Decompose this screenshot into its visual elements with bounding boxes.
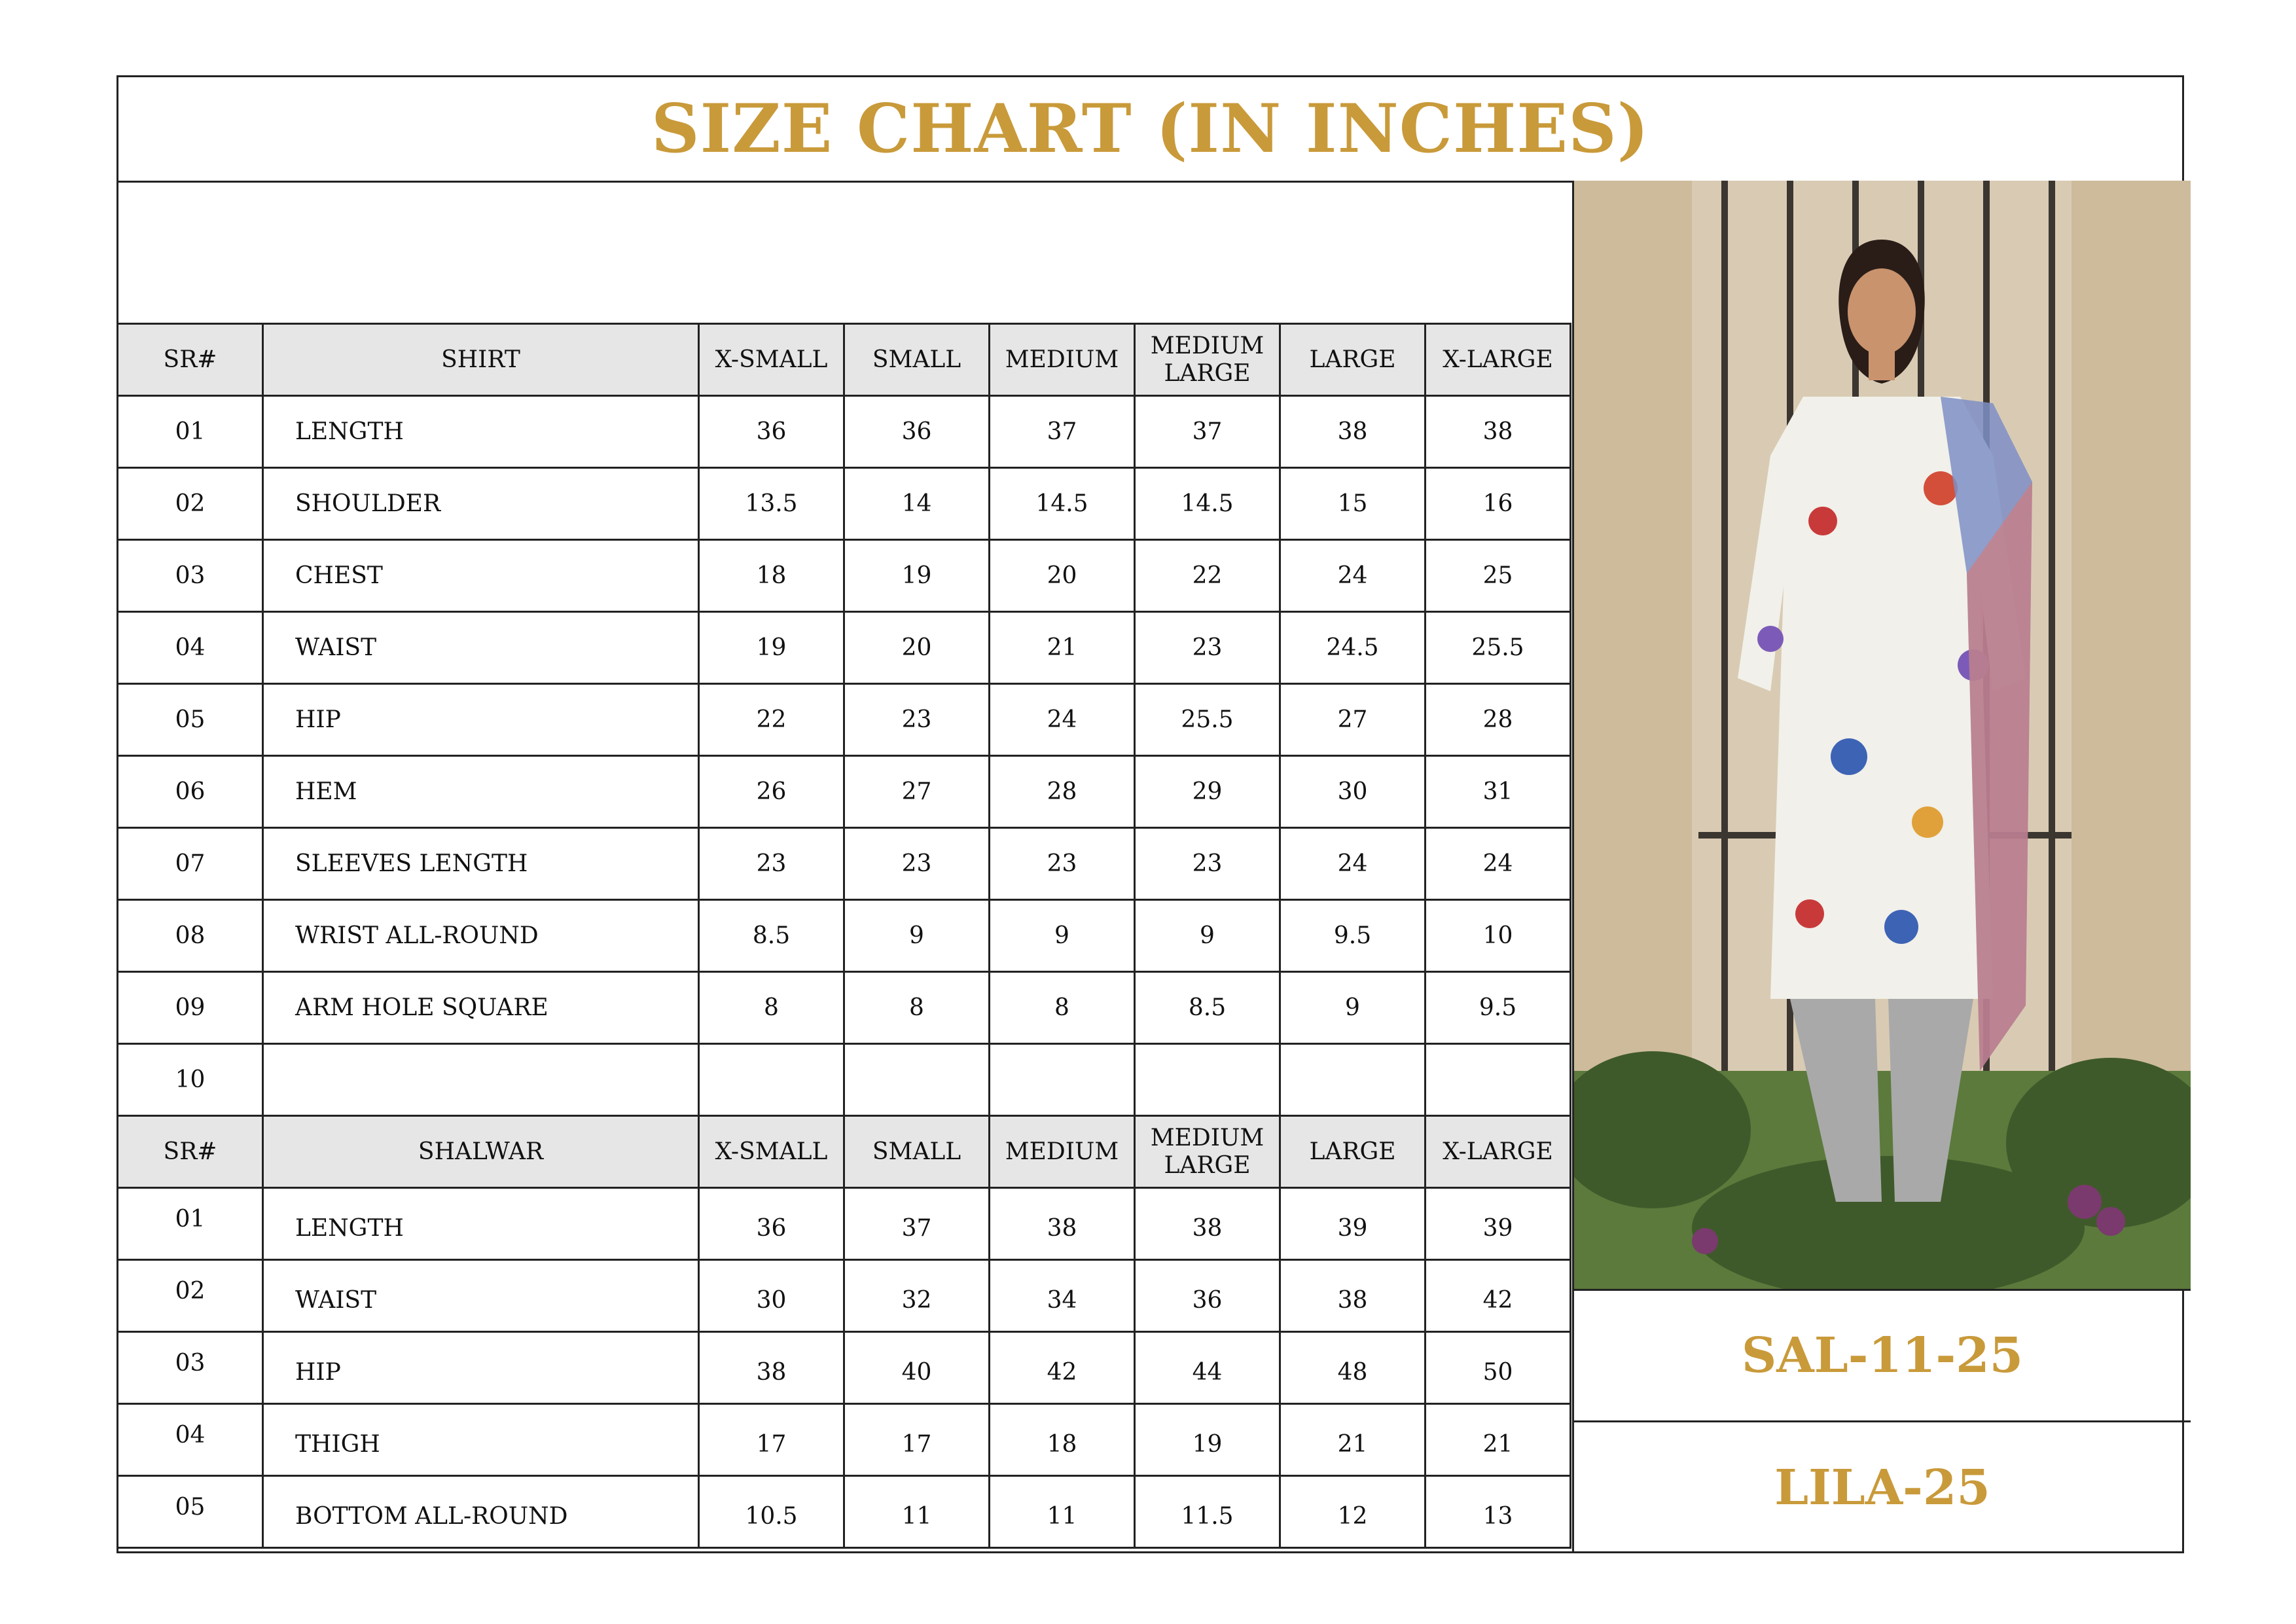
measurement-name: LENGTH <box>263 396 699 468</box>
size-value: 38 <box>1426 396 1571 468</box>
shalwar-row <box>118 1188 1571 1260</box>
collection-name: LILA-25 <box>1572 1422 2191 1553</box>
size-value: 30 <box>1280 756 1426 828</box>
size-value: 8 <box>699 972 844 1044</box>
size-value: 13.5 <box>699 468 844 540</box>
size-value: 14.5 <box>990 468 1135 540</box>
shirt-row <box>118 900 1571 972</box>
shirt-header-cell: MEDIUM LARGE <box>1135 324 1280 396</box>
size-value: 30 <box>699 1260 844 1332</box>
size-value: 50 <box>1426 1332 1571 1404</box>
size-value: 11.5 <box>1135 1476 1280 1548</box>
shirt-row <box>118 468 1571 540</box>
shalwar-header-row <box>118 1116 1571 1188</box>
size-value: 48 <box>1280 1332 1426 1404</box>
size-value: 9 <box>990 900 1135 972</box>
shirt-header-cell: X-SMALL <box>699 324 844 396</box>
size-value: 25.5 <box>1426 612 1571 684</box>
size-value: 20 <box>844 612 990 684</box>
size-table <box>117 323 1571 1549</box>
size-value: 15 <box>1280 468 1426 540</box>
size-value: 36 <box>699 396 844 468</box>
size-value: 38 <box>1280 396 1426 468</box>
measurement-name: WAIST <box>263 1260 699 1332</box>
shirt-header-row <box>118 324 1571 396</box>
shalwar-header-cell: MEDIUM LARGE <box>1135 1116 1280 1188</box>
measurement-name: WRIST ALL-ROUND <box>263 900 699 972</box>
shalwar-row <box>118 1332 1571 1404</box>
size-value: 22 <box>1135 540 1280 612</box>
size-value: 36 <box>844 396 990 468</box>
size-value: 24 <box>990 684 1135 756</box>
row-number: 05 <box>118 684 263 756</box>
shirt-row <box>118 828 1571 900</box>
measurement-name: THIGH <box>263 1404 699 1476</box>
row-number: 03 <box>118 540 263 612</box>
size-value: 12 <box>1280 1476 1426 1548</box>
size-value: 34 <box>990 1260 1135 1332</box>
size-value: 37 <box>1135 396 1280 468</box>
size-value: 44 <box>1135 1332 1280 1404</box>
shirt-row <box>118 684 1571 756</box>
shirt-row <box>118 612 1571 684</box>
size-value: 8 <box>990 972 1135 1044</box>
shalwar-header-cell: SHALWAR <box>263 1116 699 1188</box>
shirt-row <box>118 396 1571 468</box>
size-value: 18 <box>699 540 844 612</box>
size-value: 25 <box>1426 540 1571 612</box>
size-value: 42 <box>1426 1260 1571 1332</box>
size-value: 18 <box>990 1404 1135 1476</box>
size-value: 24.5 <box>1280 612 1426 684</box>
size-value: 38 <box>990 1188 1135 1260</box>
size-value: 14.5 <box>1135 468 1280 540</box>
row-number: 10 <box>118 1044 263 1116</box>
measurement-name: SLEEVES LENGTH <box>263 828 699 900</box>
page-title: SIZE CHART (IN INCHES) <box>118 77 2182 183</box>
row-number: 09 <box>118 972 263 1044</box>
size-value: 21 <box>1280 1404 1426 1476</box>
size-value: 10.5 <box>699 1476 844 1548</box>
row-number: 03 <box>118 1332 263 1404</box>
size-value <box>1280 1044 1426 1116</box>
product-code: SAL-11-25 <box>1572 1289 2191 1422</box>
shirt-row <box>118 972 1571 1044</box>
measurement-name: HIP <box>263 1332 699 1404</box>
size-value <box>1135 1044 1280 1116</box>
shirt-header-cell: X-LARGE <box>1426 324 1571 396</box>
size-value: 14 <box>844 468 990 540</box>
shirt-header-cell: SR# <box>118 324 263 396</box>
size-value: 37 <box>990 396 1135 468</box>
size-value: 9.5 <box>1280 900 1426 972</box>
shalwar-header-cell: LARGE <box>1280 1116 1426 1188</box>
product-photo <box>1572 181 2191 1289</box>
size-value: 9 <box>844 900 990 972</box>
size-value: 36 <box>1135 1260 1280 1332</box>
shirt-section <box>118 324 1571 1116</box>
size-value: 21 <box>1426 1404 1571 1476</box>
model-image <box>1574 181 2191 1289</box>
size-value: 22 <box>699 684 844 756</box>
size-value: 39 <box>1280 1188 1426 1260</box>
size-value: 23 <box>844 828 990 900</box>
shirt-header-cell: MEDIUM <box>990 324 1135 396</box>
size-value: 23 <box>699 828 844 900</box>
size-value: 38 <box>1135 1188 1280 1260</box>
measurement-name: HIP <box>263 684 699 756</box>
size-value: 19 <box>844 540 990 612</box>
measurement-name: CHEST <box>263 540 699 612</box>
shirt-row <box>118 756 1571 828</box>
size-value: 42 <box>990 1332 1135 1404</box>
shalwar-row <box>118 1404 1571 1476</box>
measurement-name: HEM <box>263 756 699 828</box>
size-value: 25.5 <box>1135 684 1280 756</box>
size-value: 26 <box>699 756 844 828</box>
size-value: 19 <box>1135 1404 1280 1476</box>
size-value: 10 <box>1426 900 1571 972</box>
size-value: 17 <box>699 1404 844 1476</box>
size-value: 38 <box>1280 1260 1426 1332</box>
size-value: 21 <box>990 612 1135 684</box>
size-value: 23 <box>1135 828 1280 900</box>
measurement-name: SHOULDER <box>263 468 699 540</box>
size-value: 23 <box>990 828 1135 900</box>
shirt-header-cell: SHIRT <box>263 324 699 396</box>
size-value <box>1426 1044 1571 1116</box>
size-value: 23 <box>1135 612 1280 684</box>
size-value: 29 <box>1135 756 1280 828</box>
measurement-name <box>263 1044 699 1116</box>
shirt-row <box>118 1044 1571 1116</box>
size-value: 9 <box>1135 900 1280 972</box>
size-value: 19 <box>699 612 844 684</box>
size-value: 37 <box>844 1188 990 1260</box>
shirt-row <box>118 540 1571 612</box>
size-value: 23 <box>844 684 990 756</box>
shirt-header-cell: SMALL <box>844 324 990 396</box>
size-value: 9 <box>1280 972 1426 1044</box>
size-value: 24 <box>1426 828 1571 900</box>
size-value: 11 <box>990 1476 1135 1548</box>
measurement-name: LENGTH <box>263 1188 699 1260</box>
shalwar-row <box>118 1260 1571 1332</box>
size-value: 8 <box>844 972 990 1044</box>
size-value: 24 <box>1280 540 1426 612</box>
size-value: 27 <box>844 756 990 828</box>
shalwar-header-cell: MEDIUM <box>990 1116 1135 1188</box>
size-value: 20 <box>990 540 1135 612</box>
shirt-header-cell: LARGE <box>1280 324 1426 396</box>
size-value: 40 <box>844 1332 990 1404</box>
shalwar-header-cell: X-LARGE <box>1426 1116 1571 1188</box>
size-value: 27 <box>1280 684 1426 756</box>
size-value <box>990 1044 1135 1116</box>
size-value: 9.5 <box>1426 972 1571 1044</box>
shalwar-header-cell: SR# <box>118 1116 263 1188</box>
size-value: 36 <box>699 1188 844 1260</box>
size-value: 16 <box>1426 468 1571 540</box>
size-value: 13 <box>1426 1476 1571 1548</box>
size-value: 28 <box>1426 684 1571 756</box>
shalwar-section <box>118 1116 1571 1548</box>
shalwar-row <box>118 1476 1571 1548</box>
row-number: 04 <box>118 612 263 684</box>
size-value: 17 <box>844 1404 990 1476</box>
size-value <box>699 1044 844 1116</box>
size-value: 38 <box>699 1332 844 1404</box>
size-value: 32 <box>844 1260 990 1332</box>
measurement-name: WAIST <box>263 612 699 684</box>
row-number: 04 <box>118 1404 263 1476</box>
row-number: 06 <box>118 756 263 828</box>
row-number: 07 <box>118 828 263 900</box>
row-number: 02 <box>118 468 263 540</box>
row-number: 08 <box>118 900 263 972</box>
row-number: 01 <box>118 1188 263 1260</box>
size-value: 8.5 <box>699 900 844 972</box>
row-number: 05 <box>118 1476 263 1548</box>
shalwar-header-cell: SMALL <box>844 1116 990 1188</box>
size-value: 8.5 <box>1135 972 1280 1044</box>
size-value: 24 <box>1280 828 1426 900</box>
size-value: 39 <box>1426 1188 1571 1260</box>
row-number: 02 <box>118 1260 263 1332</box>
measurement-name: ARM HOLE SQUARE <box>263 972 699 1044</box>
size-value <box>844 1044 990 1116</box>
shalwar-header-cell: X-SMALL <box>699 1116 844 1188</box>
row-number: 01 <box>118 396 263 468</box>
measurement-name: BOTTOM ALL-ROUND <box>263 1476 699 1548</box>
size-value: 31 <box>1426 756 1571 828</box>
size-value: 11 <box>844 1476 990 1548</box>
size-value: 28 <box>990 756 1135 828</box>
